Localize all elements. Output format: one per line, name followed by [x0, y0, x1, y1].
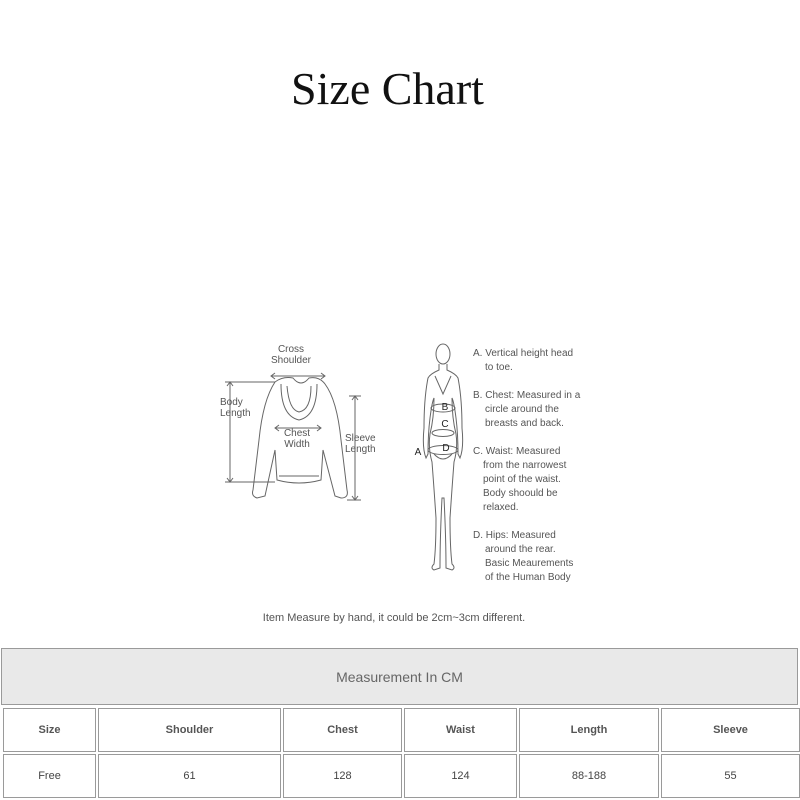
definition-a-line-2: to toe. — [485, 362, 513, 373]
table-caption: Measurement In CM — [1, 648, 798, 705]
size-table — [0, 648, 800, 800]
definition-c-line-4: Body shoould be — [483, 488, 558, 499]
header-chest: Chest — [283, 708, 402, 752]
measurement-note: Item Measure by hand, it could be 2cm~3cm different. — [262, 612, 526, 624]
human-body-diagram — [408, 338, 478, 578]
definition-b-line-2: circle around the — [485, 404, 559, 415]
cross-shoulder-label-line-2: Shoulder — [270, 355, 312, 366]
cell-waist: 124 — [404, 754, 517, 798]
definition-b — [473, 389, 593, 431]
cell-size: Free — [3, 754, 96, 798]
definition-c-line-2: from the narrowest — [483, 460, 567, 471]
chest-width-label — [279, 428, 315, 450]
header-sleeve: Sleeve — [661, 708, 800, 752]
cross-shoulder-label-line-1: Cross — [277, 344, 305, 355]
definition-a — [473, 347, 593, 375]
definition-b-line-1: B. Chest: Measured in a — [473, 390, 581, 401]
definition-b-line-3: breasts and back. — [485, 418, 564, 429]
cell-sleeve: 55 — [661, 754, 800, 798]
body-point-b: B — [441, 402, 449, 413]
table-row — [0, 754, 800, 798]
definition-d-line-1: D. Hips: Measured — [473, 530, 556, 541]
table-header-row — [0, 708, 800, 752]
sleeve-length-label-line-2: Length — [345, 444, 376, 455]
body-length-label-line-2: Length — [220, 408, 251, 419]
cell-length: 88-188 — [519, 754, 659, 798]
sleeve-length-label — [345, 433, 385, 455]
cell-shoulder: 61 — [98, 754, 281, 798]
definition-c-line-5: relaxed. — [483, 502, 519, 513]
body-point-d: D — [442, 443, 450, 454]
measurement-definitions — [473, 347, 593, 585]
definition-d — [473, 529, 593, 585]
body-length-label-line-1: Body — [220, 397, 243, 408]
header-size: Size — [3, 708, 96, 752]
page-title: Size Chart — [291, 63, 484, 114]
definition-d-line-2: around the rear. — [485, 544, 556, 555]
definition-c-line-3: point of the waist. — [483, 474, 561, 485]
definition-c-line-1: C. Waist: Measured — [473, 446, 561, 457]
chest-width-label-line-2: Width — [284, 439, 310, 450]
header-length: Length — [519, 708, 659, 752]
definition-d-line-4: of the Human Body — [485, 572, 571, 583]
body-point-a: A — [414, 447, 422, 458]
sleeve-length-label-line-1: Sleeve — [345, 433, 376, 444]
chest-width-label-line-1: Chest — [283, 428, 311, 439]
definition-d-line-3: Basic Meaurements — [485, 558, 574, 569]
cross-shoulder-label — [268, 344, 314, 366]
cell-chest: 128 — [283, 754, 402, 798]
definition-c — [473, 445, 593, 515]
header-shoulder: Shoulder — [98, 708, 281, 752]
body-point-c: C — [441, 419, 449, 430]
header-waist: Waist — [404, 708, 517, 752]
definition-a-line-1: A. Vertical height head — [473, 348, 574, 359]
body-length-label — [220, 397, 260, 419]
